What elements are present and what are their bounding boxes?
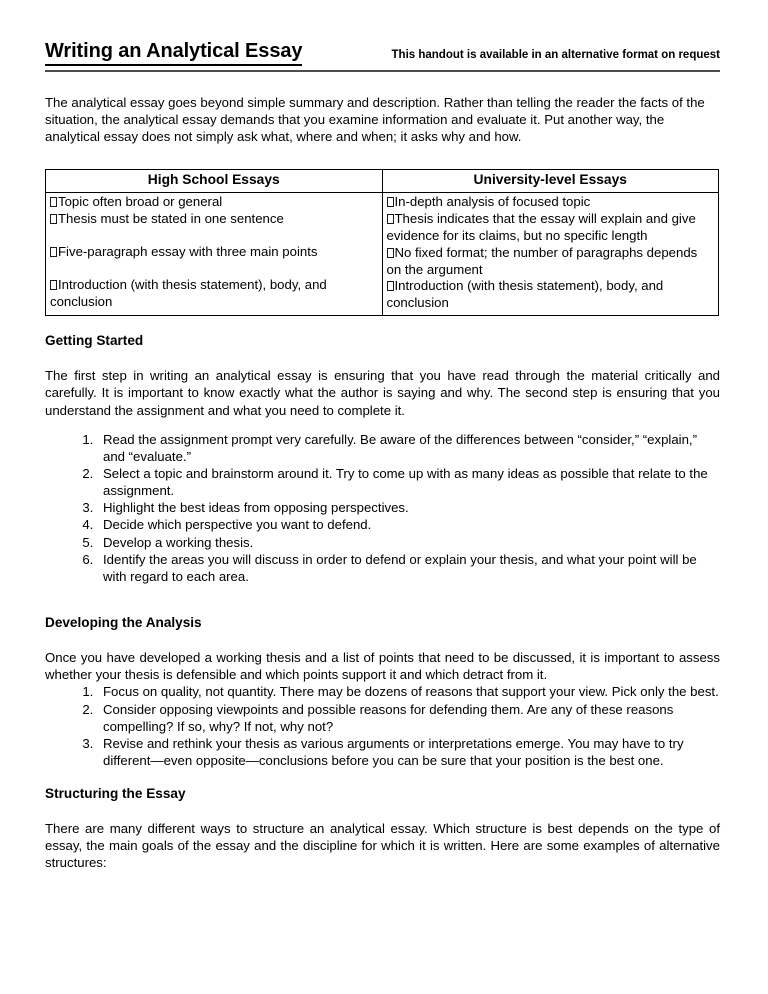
- list-item: [50, 244, 378, 261]
- section-heading-getting-started: Getting Started: [45, 333, 144, 349]
- spacer: [45, 145, 720, 169]
- spacer: [45, 769, 720, 786]
- spacer: [45, 316, 720, 333]
- section-paragraph-structuring-the-essay: There are many different ways to structure an analytical essay. Which structure is best depends on the type of essay, the main goals of the essay and the discipline for which it is written. Here are some examples of alternative structures:: [45, 821, 720, 871]
- cell-university-essays: [382, 193, 719, 316]
- getting-started-steps: [45, 431, 720, 585]
- spacer: [45, 632, 720, 649]
- table-row: [46, 193, 719, 316]
- alternative-format-notice: This handout is available in an alternative format on request: [391, 49, 720, 62]
- list-item: [50, 277, 378, 311]
- spacer: [45, 350, 720, 367]
- list-item-label: Topic often broad or general: [58, 194, 223, 210]
- cell-high-school-essays: [46, 193, 383, 316]
- section-paragraph-getting-started: The first step in writing an analytical essay is ensuring that you have read through the material critically and carefully. It is important to know exactly what the author is saying and why. The second step is ensuring that you understand the assignment and what you need to complete it.: [45, 368, 720, 418]
- list-item: 3. Revise and rethink your thesis as various arguments or interpretations emerge. You may have to try different—even opposite—conclusions before you can be sure that your position is the best one.: [97, 735, 720, 769]
- list-item: 6. Identify the areas you will discuss in order to defend or explain your thesis, and what your point will be with regard to each area.: [97, 551, 720, 585]
- list-item-label: No fixed format; the number of paragraphs depends on the argument: [386, 244, 698, 277]
- box-bullet-icon: [50, 214, 57, 224]
- list-item-label: Five-paragraph essay with three main points: [58, 243, 318, 259]
- list-item: [387, 245, 715, 279]
- list-item: [387, 278, 715, 312]
- spacer: [45, 585, 720, 615]
- spacer: [50, 261, 378, 277]
- box-bullet-icon: [387, 197, 394, 207]
- list-item-label: Thesis indicates that the essay will explain and give evidence for its claims, but no specific length: [386, 210, 696, 243]
- section-paragraph-developing-the-analysis: Once you have developed a working thesis and a list of points that need to be discussed, it is important to assess whether your thesis is defensible and which points support it and which detract from it.: [45, 650, 720, 683]
- section-heading-developing-the-analysis: Developing the Analysis: [45, 615, 202, 631]
- document-header: [45, 40, 720, 68]
- column-header-university: University-level Essays: [382, 170, 719, 193]
- box-bullet-icon: [387, 248, 394, 258]
- spacer: [50, 228, 378, 244]
- box-bullet-icon: [387, 281, 394, 291]
- box-bullet-icon: [50, 280, 57, 290]
- essay-comparison-table: [45, 169, 719, 316]
- box-bullet-icon: [50, 197, 57, 207]
- table-header-row: [46, 170, 719, 193]
- spacer: [45, 72, 720, 94]
- list-item: [387, 194, 715, 211]
- list-item-label: In-depth analysis of focused topic: [394, 194, 591, 210]
- spacer: [45, 803, 720, 820]
- box-bullet-icon: [387, 214, 394, 224]
- developing-analysis-steps: [45, 683, 720, 769]
- list-item: [50, 211, 378, 228]
- section-heading-structuring-the-essay: Structuring the Essay: [45, 786, 186, 802]
- list-item: 5. Develop a working thesis.: [97, 534, 720, 551]
- list-item: 1. Read the assignment prompt very carefully. Be aware of the differences between “consider,” “explain,” and “evaluate.”: [97, 431, 720, 465]
- list-item: 2. Select a topic and brainstorm around it. Try to come up with as many ideas as possible that relate to the assignment.: [97, 465, 720, 499]
- spacer: [45, 419, 720, 431]
- intro-paragraph: The analytical essay goes beyond simple summary and description. Rather than telling the reader the facts of the situation, the analytical essay demands that you examine information and evaluate it. Put another way, the analytical essay does not simply ask what, where and when; it asks why and how.: [45, 95, 705, 145]
- box-bullet-icon: [50, 247, 57, 257]
- list-item: 2. Consider opposing viewpoints and possible reasons for defending them. Are any of these reasons compelling? If so, why? If not, why not?: [97, 701, 720, 735]
- column-header-high-school: High School Essays: [46, 170, 383, 193]
- list-item-label: Introduction (with thesis statement), body, and conclusion: [50, 276, 327, 309]
- page-title: Writing an Analytical Essay: [45, 40, 302, 66]
- list-item: 1. Focus on quality, not quantity. There may be dozens of reasons that support your view. Pick only the best.: [97, 683, 720, 700]
- list-item-label: Introduction (with thesis statement), body, and conclusion: [386, 278, 664, 311]
- list-item: [50, 194, 378, 211]
- list-item-label: Thesis must be stated in one sentence: [58, 210, 284, 226]
- list-item: 4. Decide which perspective you want to defend.: [97, 516, 720, 533]
- list-item: [387, 211, 715, 245]
- list-item: 3. Highlight the best ideas from opposing perspectives.: [97, 499, 720, 516]
